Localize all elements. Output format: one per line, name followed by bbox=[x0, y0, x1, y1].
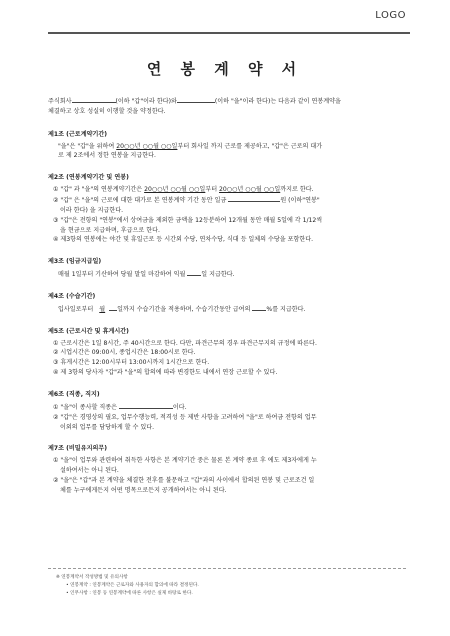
salary-period-start: 20○○년 ○○월 ○○일 bbox=[144, 186, 206, 194]
section-5 bbox=[48, 327, 414, 378]
section-7 bbox=[48, 444, 414, 495]
section-6-title: 제6조 (직종, 직지) bbox=[48, 391, 100, 399]
company-logo: LOGO bbox=[375, 10, 406, 21]
intro-text-line2: 체결하고 상호 성실히 이행할 것을 약정한다. bbox=[48, 107, 166, 115]
section-3-text-b: 일 지급한다. bbox=[201, 271, 235, 279]
section-7-item-1 bbox=[48, 456, 414, 476]
salary-period-end: 20○○년 ○○월 ○○일 bbox=[219, 186, 281, 194]
section-3 bbox=[48, 257, 414, 280]
section-7-title: 제7조 (비밀유지의무) bbox=[48, 445, 108, 453]
section-2-item-2-line2: 이라 한다) 을 지급한다. bbox=[60, 206, 124, 214]
probation-month: 월 bbox=[99, 305, 106, 313]
section-1-text-b: 부터 회사일 까지 근로를 제공하고, "갑"은 근로의 대가 bbox=[177, 142, 323, 150]
section-2-item-2-a: ② "갑" 은 "을"의 근로에 대한 대가로 본 연봉계약 기간 동안 일금 bbox=[53, 197, 227, 205]
salary-amount-blank bbox=[228, 195, 280, 202]
footnotes-heading: ※ 연봉계약서 작성방법 및 유의사항 bbox=[56, 575, 128, 580]
section-1-text-a: "을"은 "갑"을 위하여 bbox=[58, 142, 115, 150]
section-4-text-a: 입사일로부터 bbox=[58, 305, 94, 313]
pay-day-blank bbox=[187, 269, 201, 276]
section-7-item-1-line1: ① "을"이 업무와 관련하여 취득한 사항은 본 계약기간 중은 물론 본 계약 종료 후 에도 제3자에게 누 bbox=[53, 457, 317, 465]
section-7-item-2-line2: 체를 누구에게든지 어떤 명목으로든지 공개하여서는 아니 된다. bbox=[60, 486, 227, 494]
section-2 bbox=[48, 173, 414, 245]
section-1-text bbox=[48, 142, 414, 162]
footnotes bbox=[56, 574, 199, 598]
intro-text-employer: (이하 "갑"이라 한다)와 bbox=[115, 98, 177, 105]
section-2-item-4: ④ 제3항의 연봉에는 야간 및 휴일근로 등 시간외 수당, 연차수당, 식대 등 일체의 수당을 포함한다. bbox=[53, 236, 314, 244]
section-5-item-4: ④ 제 3항의 당사자 "갑"과 "을"의 합의에 따라 변경한도 내에서 연장 근로할 수 있다. bbox=[53, 369, 278, 377]
section-1-text-line2: 로 제 2조에서 정한 연봉을 지급한다. bbox=[58, 152, 156, 160]
section-2-item-1-end: 까지로 한다. bbox=[280, 186, 314, 194]
section-2-item-3 bbox=[48, 216, 414, 236]
probation-day-blank bbox=[109, 304, 117, 311]
section-1 bbox=[48, 130, 414, 162]
section-6-item-2-line1: ② "갑"은 경영상의 필요, 업무수행능력, 적격성 등 제반 사항을 고려하여 "을"로 하여금 전항의 업무 bbox=[53, 413, 317, 421]
section-2-item-1-a: ① "갑" 과 "을"의 연봉계약기간은 bbox=[53, 186, 143, 194]
section-2-item-3-line1: ③ "갑"은 전항의 "연봉"에서 상여금을 제외한 금액을 12등분하여 12개월 동안 매월 5일에 각 1/12씩 bbox=[53, 216, 323, 224]
section-3-title: 제3조 (임금지급일) bbox=[48, 258, 102, 266]
section-2-item-1 bbox=[48, 185, 414, 195]
section-4 bbox=[48, 292, 414, 315]
section-4-title: 제4조 (수습기간) bbox=[48, 293, 96, 301]
section-7-item-2 bbox=[48, 476, 414, 496]
footer-divider bbox=[48, 568, 406, 569]
section-6-item-1 bbox=[48, 402, 414, 413]
contract-body bbox=[48, 96, 414, 508]
section-1-title: 제1조 (근로계약기간) bbox=[48, 130, 108, 138]
probation-percent-blank bbox=[252, 304, 266, 311]
intro-text-employee: (이하 "을"이라 한다)는 다음과 같이 연봉계약을 bbox=[214, 98, 341, 105]
section-6-item-2 bbox=[48, 413, 414, 433]
section-2-item-3-line2: 을 현금으로 지급하며, 후급으로 한다. bbox=[60, 226, 160, 234]
section-6 bbox=[48, 390, 414, 432]
section-3-text bbox=[48, 269, 414, 280]
section-2-item-2 bbox=[48, 195, 414, 216]
section-6-item-1-b: 이다. bbox=[172, 403, 187, 411]
job-type-blank bbox=[119, 402, 173, 409]
section-5-item-2: ② 시업시간은 09:00시, 종업시간은 18:00시로 한다. bbox=[53, 349, 196, 357]
document-title: 연 봉 계 약 서 bbox=[146, 60, 304, 78]
section-4-text-c: %를 지급한다. bbox=[266, 305, 306, 313]
section-6-item-1-a: ① "을"이 종사할 직종은 bbox=[53, 403, 117, 411]
section-5-title: 제5조 (근로시간 및 휴게시간) bbox=[48, 327, 129, 335]
contract-start-date: 20○○년 ○○월 ○○일 bbox=[116, 142, 178, 150]
section-5-item-1: ① 근로시간은 1일 8시간, 주 40시간으로 한다. 다만, 파견근무의 경우 파견근무지의 규정에 따른다. bbox=[53, 339, 317, 347]
section-5-item-3: ③ 휴게시간은 12:00시부터 13:00시까지 1시간으로 한다. bbox=[53, 359, 210, 367]
footnote-item-1: • 연봉계약 : 연봉계약은 근로자와 사용자의 합의에 따라 결정된다. bbox=[66, 583, 199, 589]
section-7-item-2-line1: ② "을"은 "갑"과 본 계약을 체결한 전후를 불문하고 "갑"과의 사이에서 합의된 연봉 및 근로조건 일 bbox=[53, 477, 315, 485]
section-2-item-2-b: 원 (이하"연봉" bbox=[280, 197, 320, 205]
section-4-text bbox=[48, 304, 414, 315]
intro-text-company: 주식회사 bbox=[48, 98, 72, 105]
employer-name-blank bbox=[72, 96, 116, 103]
intro-paragraph bbox=[48, 96, 414, 117]
section-6-item-2-line2: 이외의 업무를 담당하게 할 수 있다. bbox=[60, 423, 155, 431]
section-2-title: 제2조 (연봉계약기간 및 연봉) bbox=[48, 174, 129, 182]
section-3-text-a: 매월 1일부터 기산하여 당월 말일 마감하여 익월 bbox=[58, 271, 186, 279]
section-2-item-1-mid: 부터 bbox=[205, 186, 218, 194]
employee-name-blank bbox=[177, 96, 215, 103]
section-7-item-1-line2: 설하여서는 아니 된다. bbox=[60, 467, 119, 475]
footnote-item-2: • 인무사항 : 연봉 등 연봉계약에 따른 사항은 실제 바탕로 한다. bbox=[66, 591, 193, 597]
header-divider bbox=[48, 32, 410, 34]
section-4-text-b: 일까지 수습기간을 적용하며, 수습기간동안 급여의 bbox=[117, 305, 251, 313]
